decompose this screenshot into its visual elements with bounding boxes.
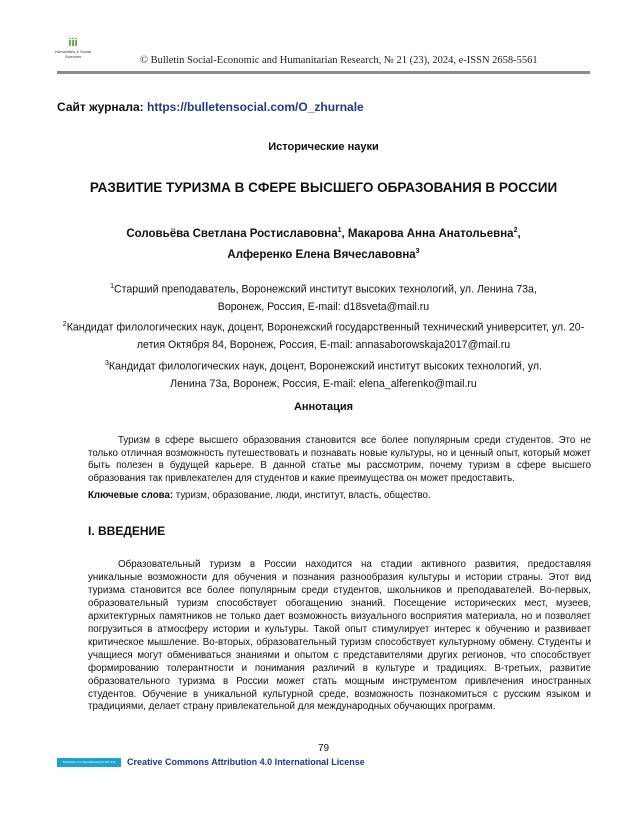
authors xyxy=(57,222,590,265)
intro-text: Образовательный туризм в России находится на стадии активного развития, предоставляя уникальные возможности для обучения и познания разнообразия культуры и истории страны. Этот вид туризма становится все более популярным среди студентов, школьников и преподавателей. Во-первых, образовательный туризм способствует обогащению знаний. Посещение исторических мест, музеев, архитектурных памятников не только дает возможность визуального восприятия материала, но и позволяет погрузиться в атмосферу истории и культуры. Такой опыт стимулирует интерес к обучению и развивает критическое мышление. Во-вторых, образовательный туризм способствует культурному обмену. Студенты и учащиеся могут обмениваться знаниями и опытом с представителями других регионов, что способствует формированию толерантности и понимания различий в культуре и традициях. В-третьих, развитие образовательного туризма в России может стать мощным инструментом привлечения иностранных студентов. Обучение в уникальной культурной среде, возможность познакомиться с русским языком и традициями, делает страну привлекательной для международных обучающих программ. xyxy=(88,559,591,713)
author-name: Макарова Анна Анатольевна xyxy=(347,227,514,240)
keywords-text: туризм, образование, люди, институт, власть, общество. xyxy=(173,490,431,501)
author-sup: 1 xyxy=(337,227,342,234)
header-citation: © Bulletin Social-Economic and Humanitarian Research, № 21 (23), 2024, e-ISSN 2658-5561 xyxy=(140,55,538,66)
aff-sup: 1 xyxy=(110,283,114,290)
affiliations xyxy=(57,278,590,393)
sep: , xyxy=(517,227,521,240)
abstract-heading: Аннотация xyxy=(293,401,354,413)
abstract-text: Туризм в сфере высшего образования становится все более популярным среди студентов. Это не только отличная возможность путешествовать и познавать новые культуры, но и ценный опыт, который может быть полезен в будущей карьере. В данной статье мы рассмотрим, почему туризм в сфере высшего образования так привлекателен для студентов и какие преимущества он может предоставить. xyxy=(88,435,591,484)
author-name: Алференко Елена Вячеславовна xyxy=(227,249,416,262)
journal-logo xyxy=(48,38,98,59)
affiliation xyxy=(57,316,590,354)
logo-text: Humanities & Social Sciences xyxy=(55,49,91,59)
people-icon: ііі xyxy=(68,37,78,49)
author-sup: 3 xyxy=(415,248,420,256)
aff-sup: 2 xyxy=(62,321,67,329)
header-divider xyxy=(57,71,590,74)
affiliation xyxy=(57,355,590,393)
abstract xyxy=(88,435,591,485)
site-link[interactable]: https://bulletensocial.com/O_zhurnale xyxy=(147,100,364,114)
article-title: РАЗВИТИЕ ТУРИЗМА В СФЕРЕ ВЫСШЕГО ОБРАЗОВАНИЯ В РОССИИ xyxy=(89,180,558,195)
intro xyxy=(88,559,591,714)
keywords xyxy=(88,490,431,501)
aff-sup: 3 xyxy=(105,359,109,367)
license-link[interactable]: Creative Commons Attribution 4.0 International License xyxy=(127,757,365,767)
cc-badge[interactable]: Attribution 4.0 International (CC BY 4.0) xyxy=(57,758,121,767)
sep: , xyxy=(341,227,348,240)
aff-text: Старший преподаватель, Воронежский институт высоких технологий, ул. Ленина 73а, Воронеж, Россия, E-mail: d18sveta@mail.ru xyxy=(114,283,537,313)
author-name: Соловьёва Светлана Ростиславовна xyxy=(126,227,338,240)
intro-heading: I. ВВЕДЕНИЕ xyxy=(88,524,166,538)
aff-text: Кандидат филологических наук, доцент, Воронежский институт высоких технологий, ул. Ленина 73а, Воронеж, Россия, E-mail: elena_alferenko@mail.ru xyxy=(108,360,542,390)
aff-text: Кандидат филологических наук, доцент, Воронежский государственный технический университет, ул. 20-летия Октября 84, Воронеж, Россия, E-mail: annasaborowskaja2017@mail.ru xyxy=(66,321,585,352)
journal-site xyxy=(57,100,364,114)
page-number: 79 xyxy=(317,743,330,754)
section-name: Исторические науки xyxy=(268,141,379,153)
affiliation xyxy=(57,278,590,316)
site-label: Сайт журнала: xyxy=(57,100,144,114)
author-sup: 2 xyxy=(513,227,518,234)
keywords-label: Ключевые слова: xyxy=(88,490,174,501)
